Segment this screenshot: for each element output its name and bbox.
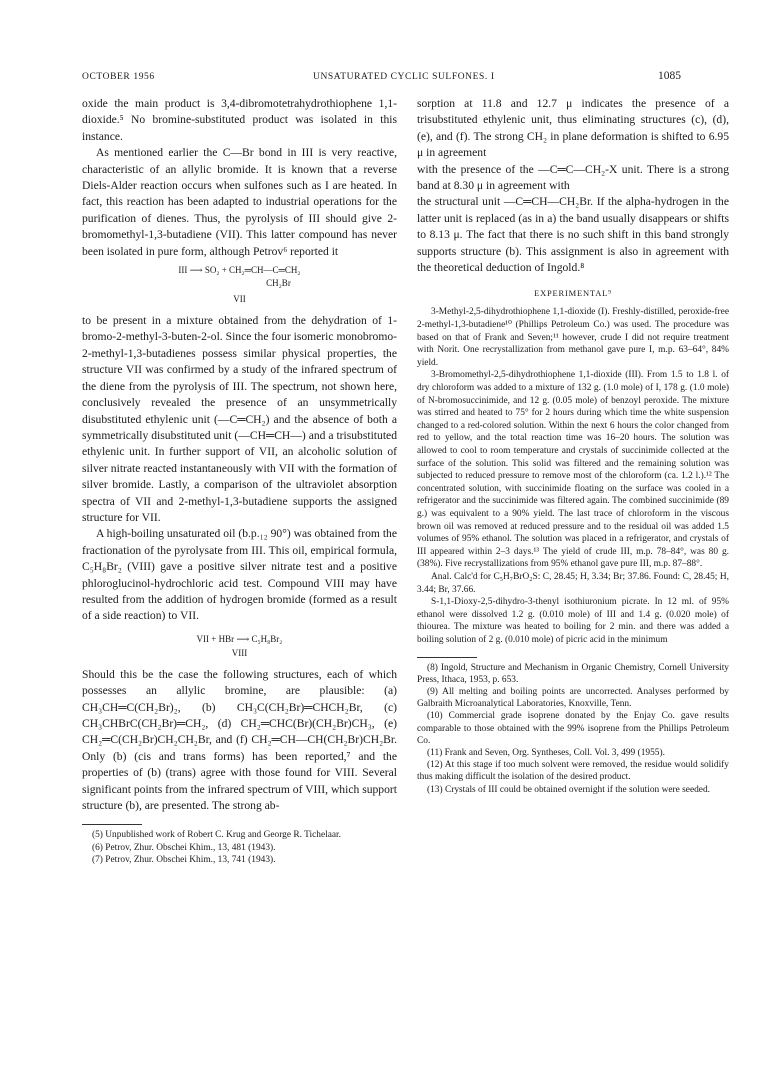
paragraph-ch2x-unit: with the presence of the —C═C—CH₂-X unit. There is a strong band at 8.30 μ in agreement with: [417, 162, 729, 193]
footnote-11: (11) Frank and Seven, Org. Syntheses, Coll. Vol. 3, 499 (1955).: [427, 747, 665, 758]
footnote-12: (12) At this stage if too much solvent were removed, the residue would solidify thus making difficult the isolation of the desired product.: [417, 760, 729, 783]
footnote-7: (7) Petrov, Zhur. Obschei Khim., 13, 741 (1943).: [92, 854, 276, 865]
equation-pyrolysis: III ⟶ SO₂ + CH₂═CH—C═CH₂: [178, 265, 301, 276]
footnote-separator: [82, 824, 142, 825]
running-header-date: OCTOBER 1956: [82, 72, 155, 82]
experimental-compound-i: 3-Methyl-2,5-dihydrothiophene 1,1-dioxide (I). Freshly-distilled, peroxide-free 2-methyl-1,3-butadiene¹⁰ (Phillips Petroleum Co.) was used. The procedure was based on that of Frank and Seven;¹¹ however, crude I did not require treatment with Norit. One recrystallization from methanol gave pure I, m.p. 63–64°, 84% yield.: [417, 307, 729, 368]
equation-pyrolysis-substituent: CH₂Br: [266, 278, 291, 289]
left-column: [82, 96, 397, 866]
experimental-analysis: Anal. Calc'd for C₅H₇BrO₂S: C, 28.45; H, 3.34; Br; 37.86. Found: C, 28.45; H, 3.44; Br, 37.66.: [417, 571, 729, 595]
footnote-6: (6) Petrov, Zhur. Obschei Khim., 13, 481 (1943).: [92, 842, 276, 853]
footnote-9: (9) All melting and boiling points are uncorrected. Analyses performed by Galbraith Microanalytical Laboratories, Knoxville, Tenn.: [417, 686, 729, 710]
paragraph-plausible-structures: Should this be the case the following structures, each of which possesses an allylic bromine, are plausible: (a) CH₃CH═C(CH₂Br)₂, (b) CH₃C(CH₂Br)═CHCH₂Br, (c) CH₃CHBrC(CH₂Br)═CH₂, (d) CH₂═CHC(Br)(CH₂Br)CH₃, (e) CH₂═C(CH₂Br)CH₂CH₂Br, and (f) CH₂═CH—CH(CH₂Br)CH₂Br. Only (b) (cis and trans forms) has been reported,⁷ and the properties of (b) (trans) agree with those found for VIII. Several significant points from the infrared spectrum of VIII, which support structure (b), are presented. The strong ab-: [82, 667, 397, 813]
running-header-title: UNSATURATED CYCLIC SULFONES. I: [313, 72, 495, 82]
paragraph-ch2br-unit: the structural unit —C═CH—CH₂Br. If the alpha-hydrogen in the latter unit is replaced (as in a) the band usually disappears or shifts to 8.13 μ. The fact that there is no such shift in this band strongly supports structure (b). This assignment is also in agreement with the theoretical deduction of Ingold.⁸: [417, 195, 729, 275]
section-heading-experimental: EXPERIMENTAL⁹: [534, 288, 612, 299]
paragraph-dibromo-product: oxide the main product is 3,4-dibromotetrahydrothiophene 1,1-dioxide.⁵ No bromine-substituted product was isolated in this instance.: [82, 97, 397, 143]
paragraph-cbr-bond: As mentioned earlier the C—Br bond in III is very reactive, characteristic of an allylic bromide. It is known that a reverse Diels-Alder reaction occurs when sulfones such as I are heated. In fact, this reaction has been adapted to industrial operations for the purification of dienes. Thus, the pyrolysis of III should give 2-bromomethyl-1,3-butadiene (VII). This latter compound has never been isolated in pure form, although Petrov⁶ reported it: [82, 146, 397, 258]
right-column: [417, 96, 729, 796]
paragraph-vii-structure: to be present in a mixture obtained from the dehydration of 1-bromo-2-methyl-3-buten-2-ol. Since the four isomeric monobromo-2-methyl-1,3-butadienes possess similar physical properties, the structure VII was confirmed by a study of the infrared spectrum of the diene from the pyrolysis of III. The spectrum, not shown here, conclusively revealed the presence of an unsymmetrically disubstituted ethylenic unit (—C═CH₂) and the absence of both a symmetrically disubstituted unit (—CH═CH—) and a trisubstituted ethylenic unit. In further support of VII, an alcoholic solution of silver nitrate reacted instantaneously with VII with the formation of silver bromide. Lastly, a comparison of the ultraviolet absorption spectra of VII and 2-methyl-1,3-butadiene supports the assigned structure for VII.: [82, 314, 397, 524]
footnote-10: (10) Commercial grade isoprene donated by the Enjay Co. gave results comparable to those obtained with the 99% isoprene from the Phillips Petroleum Co.: [417, 711, 729, 746]
footnote-separator-right: [417, 657, 477, 658]
experimental-compound-iii: 3-Bromomethyl-2,5-dihydrothiophene 1,1-dioxide (III). From 1.5 to 1.8 l. of dry chloroform was added to a mixture of 132 g. (1.0 mole) of I, 178 g. (1.0 mole) of N-bromosuccinimide, and 12 g. (0.05 mole) of benzoyl peroxide. The mixture was stirred and heated to 75° for 2 hours during which time the white suspension changed to a red-colored solution. Within the next 6 hours the color changed from red to yellow, and the total reaction time was 16–20 hours. The solution was allowed to cool to room temperature and crystals of succinimide collected at the surface of the solution. This solid was filtered and the remaining solution was subjected to reduced pressure to remove most of the chloroform (ca. 1.2 l.).¹² The concentrated solution, with succinimide floating on the surface was cooled in a refrigerator and the succinimide was filtered again. The combined succinimide (89 g.) was equivalent to a 90% yield. The last trace of chloroform in the viscous brown oil was removed at reduced pressure and to the residual oil was added 1.5 volumes of 95% ethanol. The solution was placed in a refrigerator, and crystals of III appeared within 2–3 days.¹³ The yield of crude III, m.p. 78–84°, was 80 g. (38%). Five recrystallizations from 95% ethanol gave pure III, m.p. 87–88°.: [417, 370, 729, 570]
page-number: 1085: [658, 70, 681, 82]
equation-pyrolysis-label: VII: [233, 294, 246, 305]
footnote-5: (5) Unpublished work of Robert C. Krug and George R. Tichelaar.: [92, 830, 342, 841]
experimental-picrate: S-1,1-Dioxy-2,5-dihydro-3-thenyl isothiuronium picrate. In 12 ml. of 95% ethanol were dissolved 1.2 g. (0.010 mole) of III and 1.4 g. (0.020 mole) of thiourea. The mixture was heated to boiling for 2 min. and there was added a boiling solution of 2 g. (0.010 mole) of picric acid in the minimum: [417, 597, 729, 645]
footnote-8: (8) Ingold, Structure and Mechanism in Organic Chemistry, Cornell University Press, Ithaca, 1953, p. 653.: [417, 662, 729, 685]
equation-hbr-label: VIII: [231, 647, 248, 658]
equation-hbr-addition: VII + HBr ⟶ C₅H₈Br₂: [196, 633, 283, 644]
footnote-13: (13) Crystals of III could be obtained overnight if the solution were seeded.: [427, 784, 710, 795]
paragraph-ir-absorption: sorption at 11.8 and 12.7 μ indicates the presence of a trisubstituted ethylenic unit, thus eliminating structures (c), (d), (e), and (f). The strong CH₂ in plane deformation is shifted to 6.95 μ in agreement: [417, 97, 729, 160]
paragraph-high-boiling-oil: A high-boiling unsaturated oil (b.p.₁₂ 90°) was obtained from the fractionation of the pyrolysate from III. This oil, empirical formula, C₅H₈Br₂ (VIII) gave a positive silver nitrate test and a positive phloroglucinol-hydrochloric acid test. Compound VIII may have resulted from the addition of hydrogen bromide (formed as a result of a side reaction) to VII.: [82, 527, 397, 623]
